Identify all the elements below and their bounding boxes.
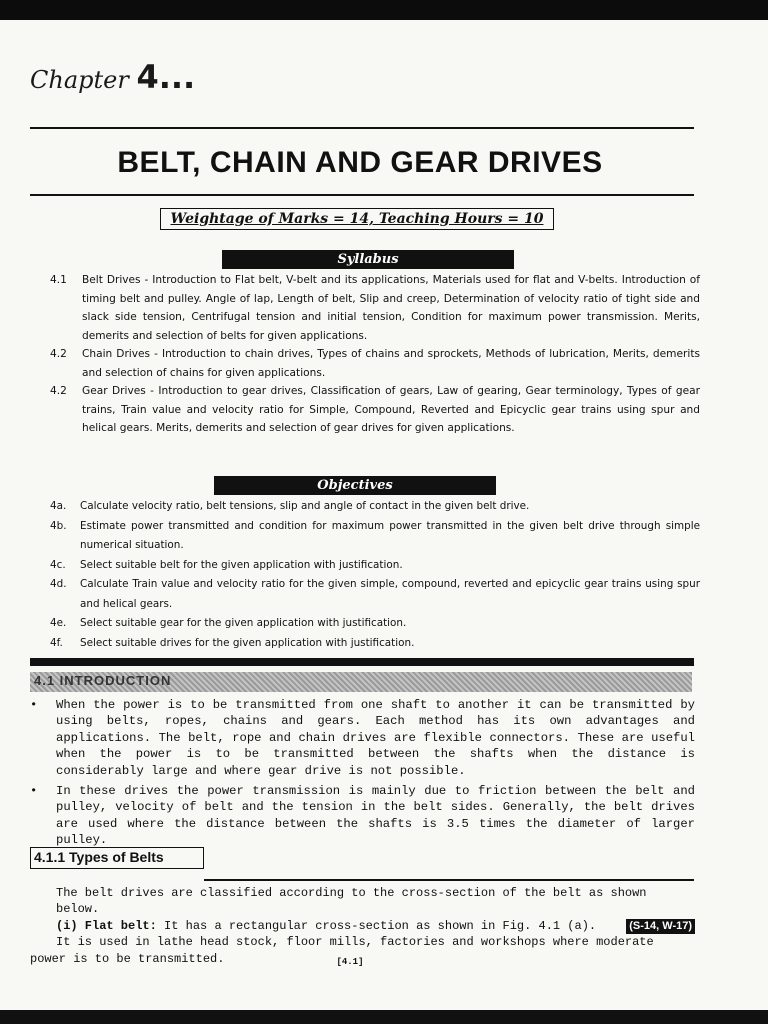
objective-item: 4c. Select suitable belt for the given application with justification. <box>50 558 403 571</box>
syllabus-item: 4.1 Belt Drives - Introduction to Flat belt, V-belt and its applications, Materials used for flat and V-belts. Introduction of timing belt and pulley. Angle of lap, Length of belt, Slip and creep, Determination of velocity ratio of tight side and slack side tension, Centrifugal tension and initial tension, Condition for maximum power transmission. Merits, demerits and selection of belts for given applications. <box>50 274 700 342</box>
introduction-bullets <box>30 697 695 849</box>
objective-item: 4e. Select suitable gear for the given application with justification. <box>50 617 407 629</box>
introduction-heading: 4.1 INTRODUCTION <box>34 673 172 688</box>
exam-tag: (S-14, W-17) <box>626 919 695 934</box>
rule-bottom <box>30 194 694 196</box>
flat-belt-label: (i) Flat belt: <box>56 918 157 933</box>
objectives-list <box>50 497 700 653</box>
syllabus-heading: Syllabus <box>222 250 514 269</box>
objective-item: 4a. Calculate velocity ratio, belt tensions, slip and angle of contact in the given belt drive. <box>50 500 530 512</box>
chapter-title: BELT, CHAIN AND GEAR DRIVES <box>117 146 603 179</box>
scan-bottom-edge <box>0 1010 768 1024</box>
objective-item: 4f. Select suitable drives for the given application with justification. <box>50 636 415 649</box>
bullet-dot: • <box>30 698 38 712</box>
rule-top <box>30 127 694 129</box>
flat-belt-usage: It is used in lathe head stock, floor mills, factories and workshops where moderate power is to be transmitted. <box>30 935 654 966</box>
chapter-word: Chapter <box>30 66 129 94</box>
types-rule <box>204 879 694 881</box>
bullet-dot: • <box>30 784 38 799</box>
syllabus-list <box>50 271 700 438</box>
chapter-number: 4... <box>136 58 196 96</box>
flat-belt-line <box>30 918 695 934</box>
flat-belt-text: It has a rectangular cross-section as shown in Fig. 4.1 (a). <box>164 918 597 933</box>
weightage-box <box>160 208 554 230</box>
types-body <box>30 885 695 967</box>
chapter-label <box>30 58 195 96</box>
objectives-heading: Objectives <box>214 476 496 495</box>
syllabus-item: 4.2 Gear Drives - Introduction to gear drives, Classification of gears, Law of gearing, Gear terminology, Types of gear trains, Train value and velocity ratio for Simple, Compound, Reverted and Epicyclic gear trains using spur and helical gears. Merits, demerits and selection of gear drives for given applications. <box>50 385 700 434</box>
bullet-item: • When the power is to be transmitted from one shaft to another it can be transmitted by using belts, ropes, chains and gears. Each method has its own advantages and applications. The belt, rope and chain drives are flexible connectors. These are useful when the power is to be transmitted between the shafts when the distance is considerably large and where gear drive is not possible. <box>30 698 695 778</box>
bullet-item: • In these drives the power transmission is mainly due to friction between the belt and pulley, velocity of belt and the tension in the belt sides. Generally, the belt drives are used where the distance between the shafts is 3.5 times the diameter of larger pulley. <box>30 784 695 848</box>
syllabus-item: 4.2 Chain Drives - Introduction to chain drives, Types of chains and sprockets, Methods of lubrication, Merits, demerits and selection of chains for given applications. <box>50 348 700 379</box>
objective-item: 4d. Calculate Train value and velocity ratio for the given simple, compound, reverted and epicyclic gear trains using spur and helical gears. <box>50 578 700 610</box>
scan-top-edge <box>0 0 768 20</box>
types-intro-line: The belt drives are classified according to the cross-section of the belt as shown below. <box>56 886 647 917</box>
introduction-banner <box>30 672 692 692</box>
objective-item: 4b. Estimate power transmitted and condition for maximum power transmitted in the given belt drive through simple numerical situation. <box>50 519 700 551</box>
types-heading: 4.1.1 Types of Belts <box>30 847 204 869</box>
section-thick-rule <box>30 658 694 666</box>
page-number: [4.1] <box>336 957 364 967</box>
weightage-text: Weightage of Marks = 14, Teaching Hours = 10 <box>170 211 544 227</box>
